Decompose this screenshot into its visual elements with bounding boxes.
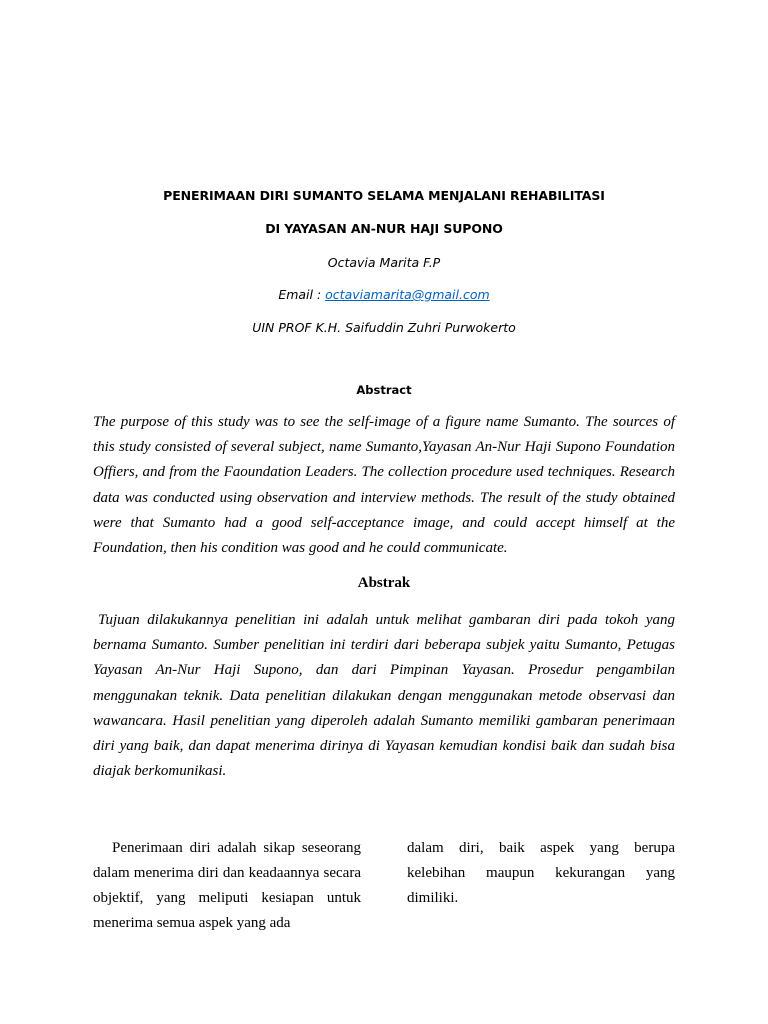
- author-name: Octavia Marita F.P: [327, 255, 441, 270]
- paper-title-line-1: PENERIMAAN DIRI SUMANTO SELAMA MENJALANI REHABILITASI: [163, 188, 605, 203]
- abstrak-indonesian-text: Tujuan dilakukannya penelitian ini adalah untuk melihat gambaran diri pada tokoh yang bernama Sumanto. Sumber penelitian ini terdiri dari beberapa subjek yaitu Sumanto, Petugas Yayasan An-Nur Haji Supono, dan dari Pimpinan Yayasan. Prosedur pengambilan menggunakan teknik. Data penelitian dilakukan dengan menggunakan metode observasi dan wawancara. Hasil penelitian yang diperoleh adalah Sumanto memiliki gambaran penerimaan diri yang baik, dan dapat menerima dirinya di Yayasan kemudian kondisi baik dan sudah bisa diajak berkomunikasi.: [93, 612, 675, 780]
- body-column-right: dalam diri, baik aspek yang berupa kelebihan maupun kekurangan yang dimiliki.: [407, 840, 675, 906]
- email-label: Email :: [278, 287, 326, 302]
- author-email-line: [0, 287, 768, 302]
- email-link[interactable]: octaviamarita@gmail.com: [325, 287, 490, 302]
- abstract-heading: Abstract: [356, 383, 412, 397]
- paper-title-line-2: DI YAYASAN AN-NUR HAJI SUPONO: [265, 221, 503, 236]
- body-column-left: Penerimaan diri adalah sikap seseorang dalam menerima diri dan keadaannya secara objektif, yang meliputi kesiapan untuk menerima semua aspek yang ada: [93, 840, 361, 931]
- author-affiliation: UIN PROF K.H. Saifuddin Zuhri Purwokerto: [252, 320, 516, 335]
- abstrak-heading: Abstrak: [357, 575, 411, 591]
- abstract-english-text: The purpose of this study was to see the self-image of a figure name Sumanto. The sources of this study consisted of several subject, name Sumanto,Yayasan An-Nur Haji Supono Foundation Offiers, and from the Faoundation Leaders. The collection procedure used techniques. Research data was conducted using observation and interview methods. The result of the study obtained were that Sumanto had a good self-acceptance image, and could accept himself at the Foundation, then his condition was good and he could communicate.: [93, 414, 675, 557]
